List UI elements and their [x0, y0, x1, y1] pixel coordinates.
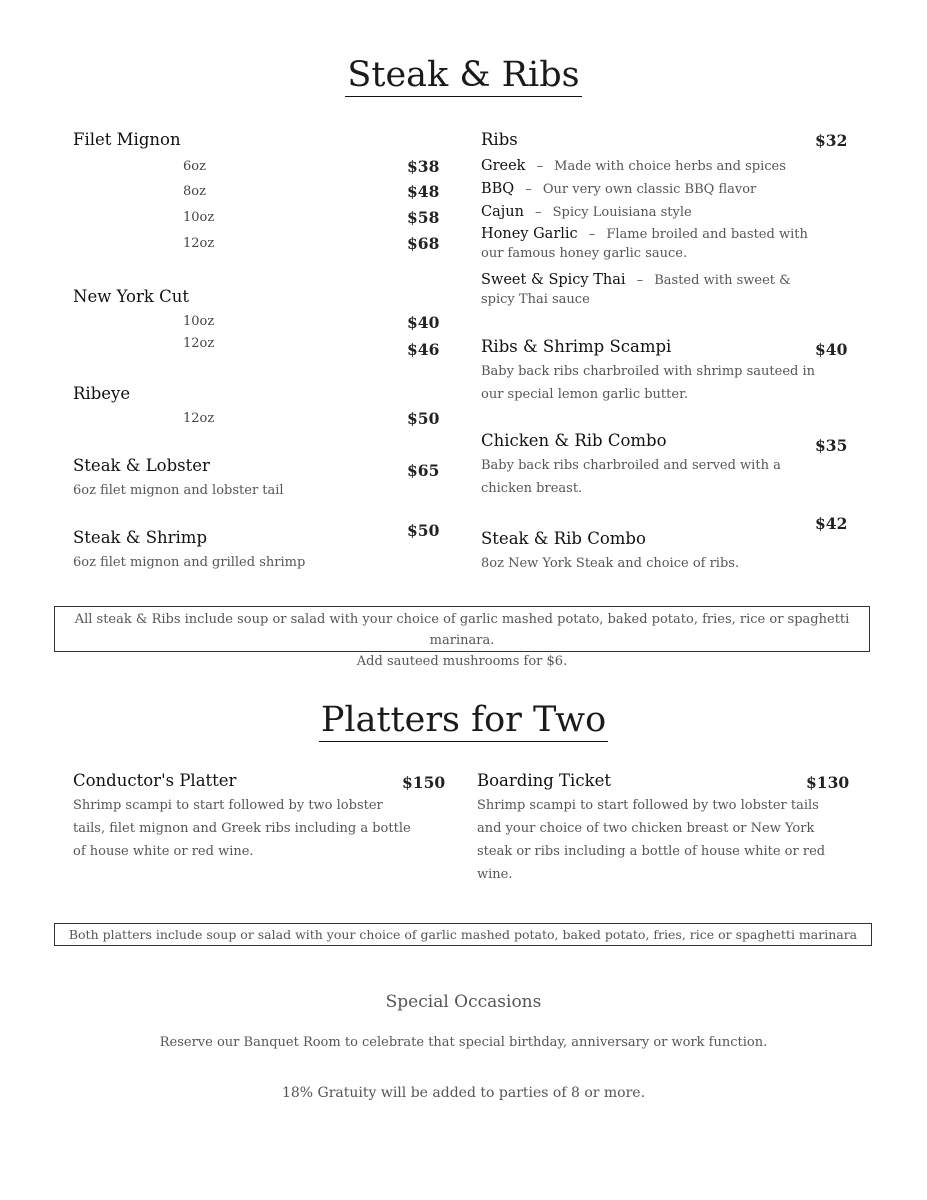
note-line: All steak & Ribs include soup or salad with your choice of garlic mashed potato, baked potato, fries, rice or spaghetti marinara. [74, 612, 850, 648]
rib-flavor-desc-cont: spicy Thai sauce [481, 292, 590, 307]
item-description: of house white or red wine. [73, 844, 254, 859]
price: $65 [407, 461, 440, 480]
dash: – [636, 273, 644, 288]
price: $130 [806, 773, 850, 792]
platters-sides-note: Both platters include soup or salad with your choice of garlic mashed potato, baked potato, fries, rice or spaghetti marinara [54, 923, 872, 946]
size-label: 10oz [183, 314, 215, 329]
price: $40 [815, 340, 848, 359]
size-label: 10oz [183, 210, 215, 225]
rib-flavor [481, 201, 692, 220]
item-description: Baby back ribs charbroiled with shrimp sauteed in [481, 364, 816, 379]
rib-flavor [481, 269, 791, 288]
price: $150 [402, 773, 446, 792]
steak-shrimp-name: Steak & Shrimp [73, 528, 208, 547]
item-description: wine. [477, 867, 513, 882]
ribs-name: Ribs [481, 130, 518, 149]
new-york-cut-name: New York Cut [73, 287, 189, 306]
price: $68 [407, 234, 440, 253]
gratuity-note: 18% Gratuity will be added to parties of 8 or more. [281, 1085, 646, 1101]
price: $42 [815, 514, 848, 533]
rib-flavor-desc: Our very own classic BBQ flavor [542, 182, 757, 197]
rib-flavor-name: Greek [481, 158, 526, 174]
price: $50 [407, 521, 440, 540]
dash: – [536, 159, 544, 174]
note-line: Add sauteed mushrooms for $6. [356, 654, 568, 669]
rib-flavor-name: Honey Garlic [481, 226, 578, 242]
dash: – [535, 205, 542, 220]
price: $40 [407, 313, 440, 332]
conductors-platter-name: Conductor's Platter [73, 771, 237, 790]
size-label: 8oz [183, 184, 206, 199]
platters-title: Platters for Two [320, 700, 607, 740]
rib-flavor-desc: Spicy Louisiana style [552, 205, 692, 220]
rib-flavor-desc-cont: our famous honey garlic sauce. [481, 246, 688, 261]
price: $46 [407, 340, 440, 359]
chicken-rib-name: Chicken & Rib Combo [481, 431, 667, 450]
price: $38 [407, 157, 440, 176]
steak-lobster-name: Steak & Lobster [73, 456, 210, 475]
steak-ribs-title: Steak & Ribs [347, 55, 580, 95]
price: $48 [407, 182, 440, 201]
ribeye-name: Ribeye [73, 384, 131, 403]
price: $58 [407, 208, 440, 227]
item-description: steak or ribs including a bottle of house white or red [477, 844, 826, 859]
filet-mignon-name: Filet Mignon [73, 130, 181, 149]
dash: – [588, 227, 596, 242]
item-description: 6oz filet mignon and grilled shrimp [73, 555, 306, 570]
price: $35 [815, 436, 848, 455]
size-label: 12oz [183, 411, 215, 426]
price: $32 [815, 131, 848, 150]
ribs-shrimp-name: Ribs & Shrimp Scampi [481, 337, 672, 356]
item-description: Baby back ribs charbroiled and served with a [481, 458, 781, 473]
item-description: Shrimp scampi to start followed by two lobster [73, 798, 383, 813]
banquet-room-note: Reserve our Banquet Room to celebrate that special birthday, anniversary or work function. [159, 1035, 768, 1050]
item-description: tails, filet mignon and Greek ribs including a bottle [73, 821, 411, 836]
rib-flavor-name: Sweet & Spicy Thai [481, 272, 626, 288]
item-description: chicken breast. [481, 481, 583, 496]
item-description: and your choice of two chicken breast or New York [477, 821, 815, 836]
rib-flavor [481, 155, 786, 174]
dash: – [525, 182, 532, 197]
steak-rib-name: Steak & Rib Combo [481, 529, 646, 548]
rib-flavor-desc: Basted with sweet & [654, 273, 791, 288]
price: $50 [407, 409, 440, 428]
rib-flavor [481, 223, 808, 242]
item-description: 6oz filet mignon and lobster tail [73, 483, 284, 498]
size-label: 12oz [183, 336, 215, 351]
boarding-ticket-name: Boarding Ticket [477, 771, 611, 790]
steak-sides-note [54, 606, 870, 669]
item-description: our special lemon garlic butter. [481, 387, 688, 402]
special-occasions-title: Special Occasions [385, 992, 542, 1012]
size-label: 12oz [183, 236, 215, 251]
rib-flavor [481, 178, 756, 197]
item-description: 8oz New York Steak and choice of ribs. [481, 556, 740, 571]
rib-flavor-name: Cajun [481, 204, 524, 220]
item-description: Shrimp scampi to start followed by two lobster tails [477, 798, 819, 813]
size-label: 6oz [183, 159, 206, 174]
rib-flavor-name: BBQ [481, 181, 515, 197]
rib-flavor-desc: Made with choice herbs and spices [554, 159, 786, 174]
rib-flavor-desc: Flame broiled and basted with [606, 227, 808, 242]
